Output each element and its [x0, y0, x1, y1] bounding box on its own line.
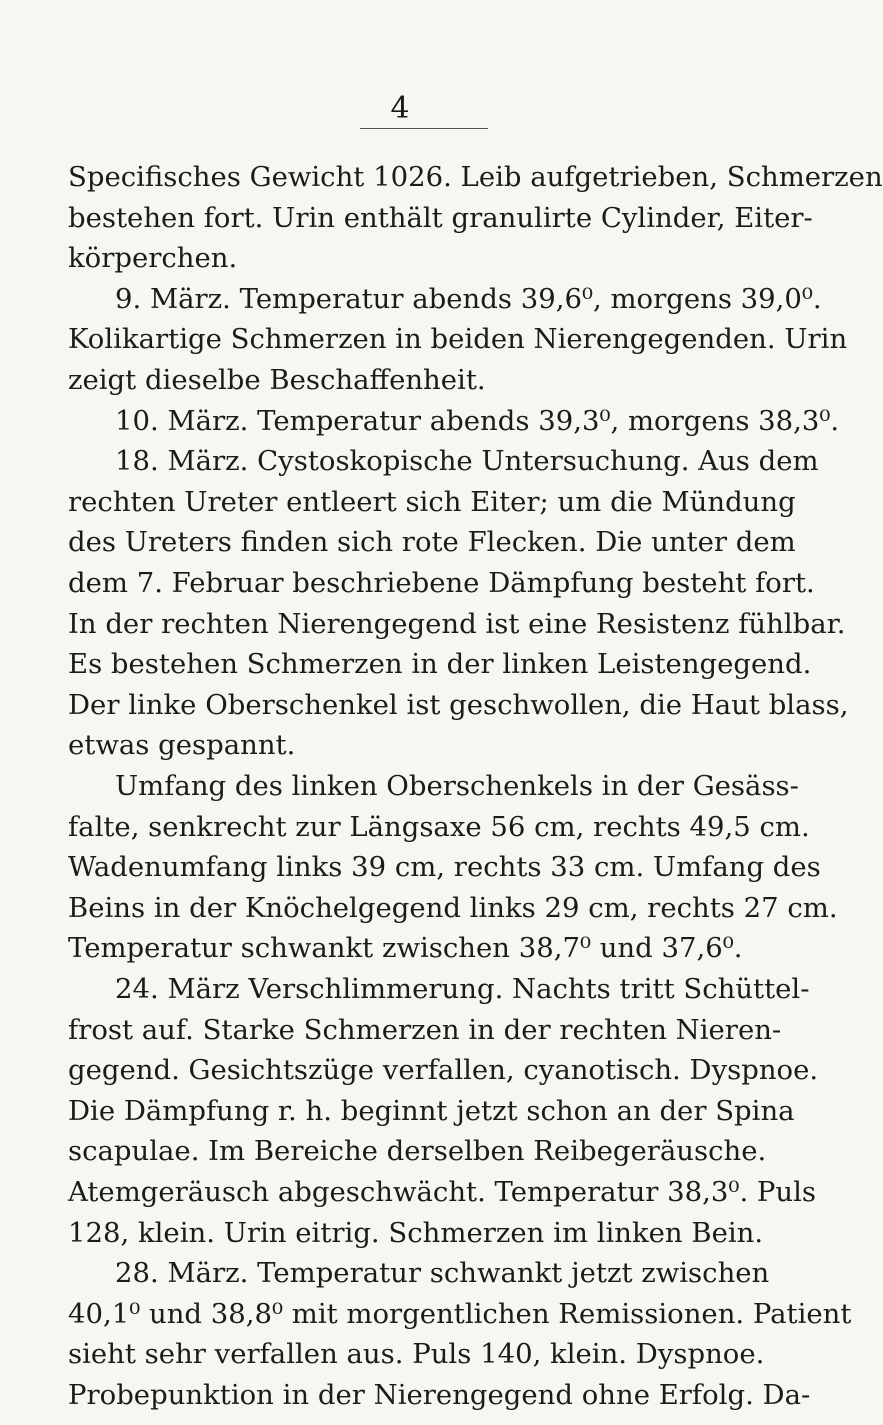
text-line: 128, klein. Urin eitrig. Schmerzen im linken Bein.	[68, 1216, 764, 1249]
text-line: dem 7. Februar beschriebene Dämpfung besteht fort.	[68, 567, 815, 599]
text-line: 40,1⁰ und 38,8⁰ mit morgentlichen Remissionen. Patient	[68, 1297, 852, 1330]
text-line: körperchen.	[68, 242, 238, 275]
text-line: 9. März. Temperatur abends 39,6⁰, morgens 39,0⁰.	[115, 282, 822, 315]
text-line: Temperatur schwankt zwischen 38,7⁰ und 37,6⁰.	[68, 932, 743, 965]
text-line: rechten Ureter entleert sich Eiter; um die Mündung	[68, 485, 796, 518]
text-line: Kolikartige Schmerzen in beiden Nierengegenden. Urin	[68, 323, 848, 356]
text-line: Probepunktion in der Nierengegend ohne Erfolg. Da-	[68, 1379, 811, 1411]
text-line: Beins in der Knöchelgegend links 29 cm, rechts 27 cm.	[68, 891, 838, 924]
text-line: Specifisches Gewicht 1026. Leib aufgetrieben, Schmerzen	[68, 161, 883, 193]
text-line: Wadenumfang links 39 cm, rechts 33 cm. Umfang des	[68, 851, 821, 884]
text-line: bestehen fort. Urin enthält granulirte Cylinder, Eiter-	[68, 201, 813, 234]
text-line: des Ureters finden sich rote Flecken. Die unter dem	[68, 526, 796, 559]
text-line: etwas gespannt.	[68, 729, 296, 762]
text-line: In der rechten Nierengegend ist eine Resistenz fühlbar.	[68, 607, 846, 640]
text-line: Es bestehen Schmerzen in der linken Leistengegend.	[68, 648, 812, 681]
text-line: Der linke Oberschenkel ist geschwollen, die Haut blass,	[68, 688, 849, 721]
text-line: frost auf. Starke Schmerzen in der rechten Nieren-	[68, 1013, 782, 1046]
text-line: Umfang des linken Oberschenkels in der Gesäss-	[115, 770, 799, 802]
text-line: zeigt dieselbe Beschaffenheit.	[68, 364, 486, 396]
header-rule	[360, 128, 488, 129]
text-line: sieht sehr verfallen aus. Puls 140, klein. Dyspnoe.	[68, 1338, 765, 1371]
text-line: Die Dämpfung r. h. beginnt jetzt schon an der Spina	[68, 1094, 795, 1127]
text-line: 10. März. Temperatur abends 39,3⁰, morgens 38,3⁰.	[115, 404, 840, 437]
text-line: scapulae. Im Bereiche derselben Reibegeräusche.	[68, 1135, 767, 1168]
text-line: falte, senkrecht zur Längsaxe 56 cm, rechts 49,5 cm.	[68, 810, 810, 843]
text-line: Atemgeräusch abgeschwächt. Temperatur 38,3⁰. Puls	[68, 1176, 817, 1208]
page-number: 4	[390, 91, 410, 126]
text-line: gegend. Gesichtszüge verfallen, cyanotisch. Dyspnoe.	[68, 1054, 819, 1087]
text-line: 24. März Verschlimmerung. Nachts tritt Schüttel-	[115, 973, 810, 1005]
text-line: 28. März. Temperatur schwankt jetzt zwischen	[115, 1257, 770, 1290]
text-line: 18. März. Cystoskopische Untersuchung. Aus dem	[115, 445, 819, 478]
